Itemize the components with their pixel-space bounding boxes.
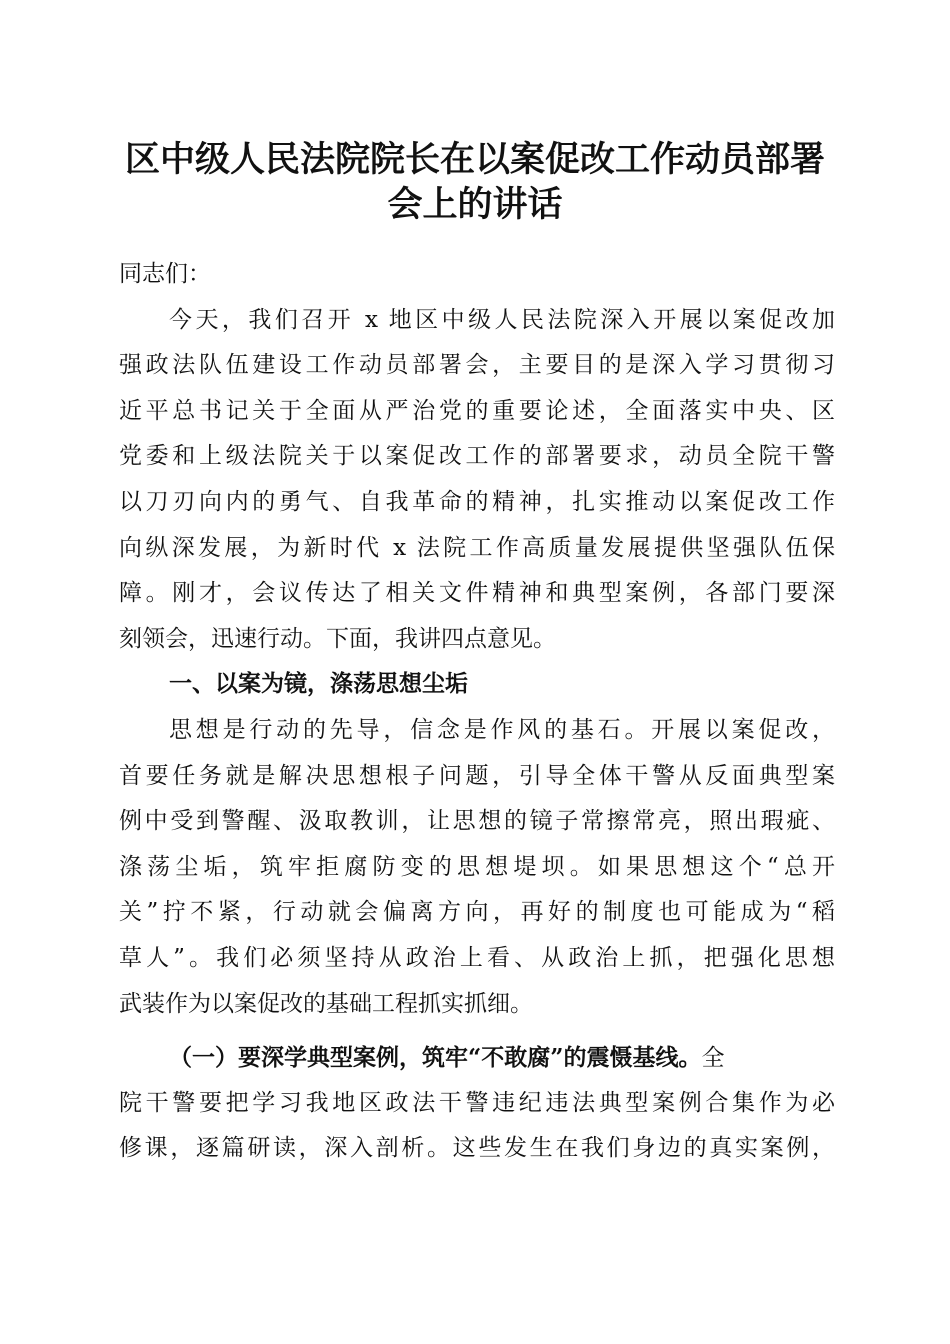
paragraph-line-first: [119, 1035, 835, 1081]
paragraph-line: 院干警要把学习我地区政法干警违纪违法典型案例合集作为必: [119, 1089, 835, 1116]
paragraph-line: 近平总书记关于全面从严治党的重要论述，全面落实中央、区: [119, 397, 835, 424]
salutation: 同志们：: [119, 261, 211, 287]
document-body: [119, 252, 835, 1172]
paragraph-line: 涤荡尘垢，筑牢拒腐防变的思想堤坝。如果思想这个“总开: [119, 853, 835, 880]
paragraph-line: 草人”。我们必须坚持从政治上看、从政治上抓，把强化思想: [119, 944, 835, 971]
paragraph-line: 首要任务就是解决思想根子问题，引导全体干警从反面典型案: [119, 762, 835, 789]
paragraph-line: 向纵深发展，为新时代 x 法院工作高质量发展提供坚强队伍保: [119, 534, 835, 561]
paragraph-line: 修课，逐篇研读，深入剖析。这些发生在我们身边的真实案例，: [119, 1135, 835, 1162]
paragraph-text: 全: [701, 1045, 725, 1072]
paragraph-3: [119, 1035, 835, 1172]
section-heading-1: 一、以案为镜，涤荡思想尘垢: [169, 671, 468, 698]
paragraph-line: 障。刚才，会议传达了相关文件精神和典型案例，各部门要深: [119, 580, 835, 607]
paragraph-line: 今天，我们召开 x 地区中级人民法院深入开展以案促改加: [169, 306, 835, 333]
document-title-line-1: 区中级人民法院院长在以案促改工作动员部署: [124, 139, 825, 180]
paragraph-2: [119, 708, 835, 1027]
paragraph-line: 强政法队伍建设工作动员部署会，主要目的是深入学习贯彻习: [119, 352, 835, 379]
paragraph-line: 关”拧不紧，行动就会偏离方向，再好的制度也可能成为“稻: [119, 899, 835, 926]
paragraph-line: 思想是行动的先导，信念是作风的基石。开展以案促改，: [169, 716, 835, 743]
paragraph-line: 例中受到警醒、汲取教训，让思想的镜子常擦常亮，照出瑕疵、: [119, 808, 835, 835]
paragraph-1: [119, 298, 835, 663]
paragraph-line: 刻领会，迅速行动。下面，我讲四点意见。: [119, 625, 556, 652]
paragraph-line: 武装作为以案促改的基础工程抓实抓细。: [119, 990, 533, 1017]
paragraph-line: 党委和上级法院关于以案促改工作的部署要求，动员全院干警: [119, 443, 835, 470]
document-title-line-2: 会上的讲话: [387, 184, 563, 225]
paragraph-line: 以刀刃向内的勇气、自我革命的精神，扎实推动以案促改工作: [119, 488, 835, 515]
subheading-inline: （一）要深学典型案例，筑牢“不敢腐”的震慑基线。: [169, 1044, 702, 1072]
